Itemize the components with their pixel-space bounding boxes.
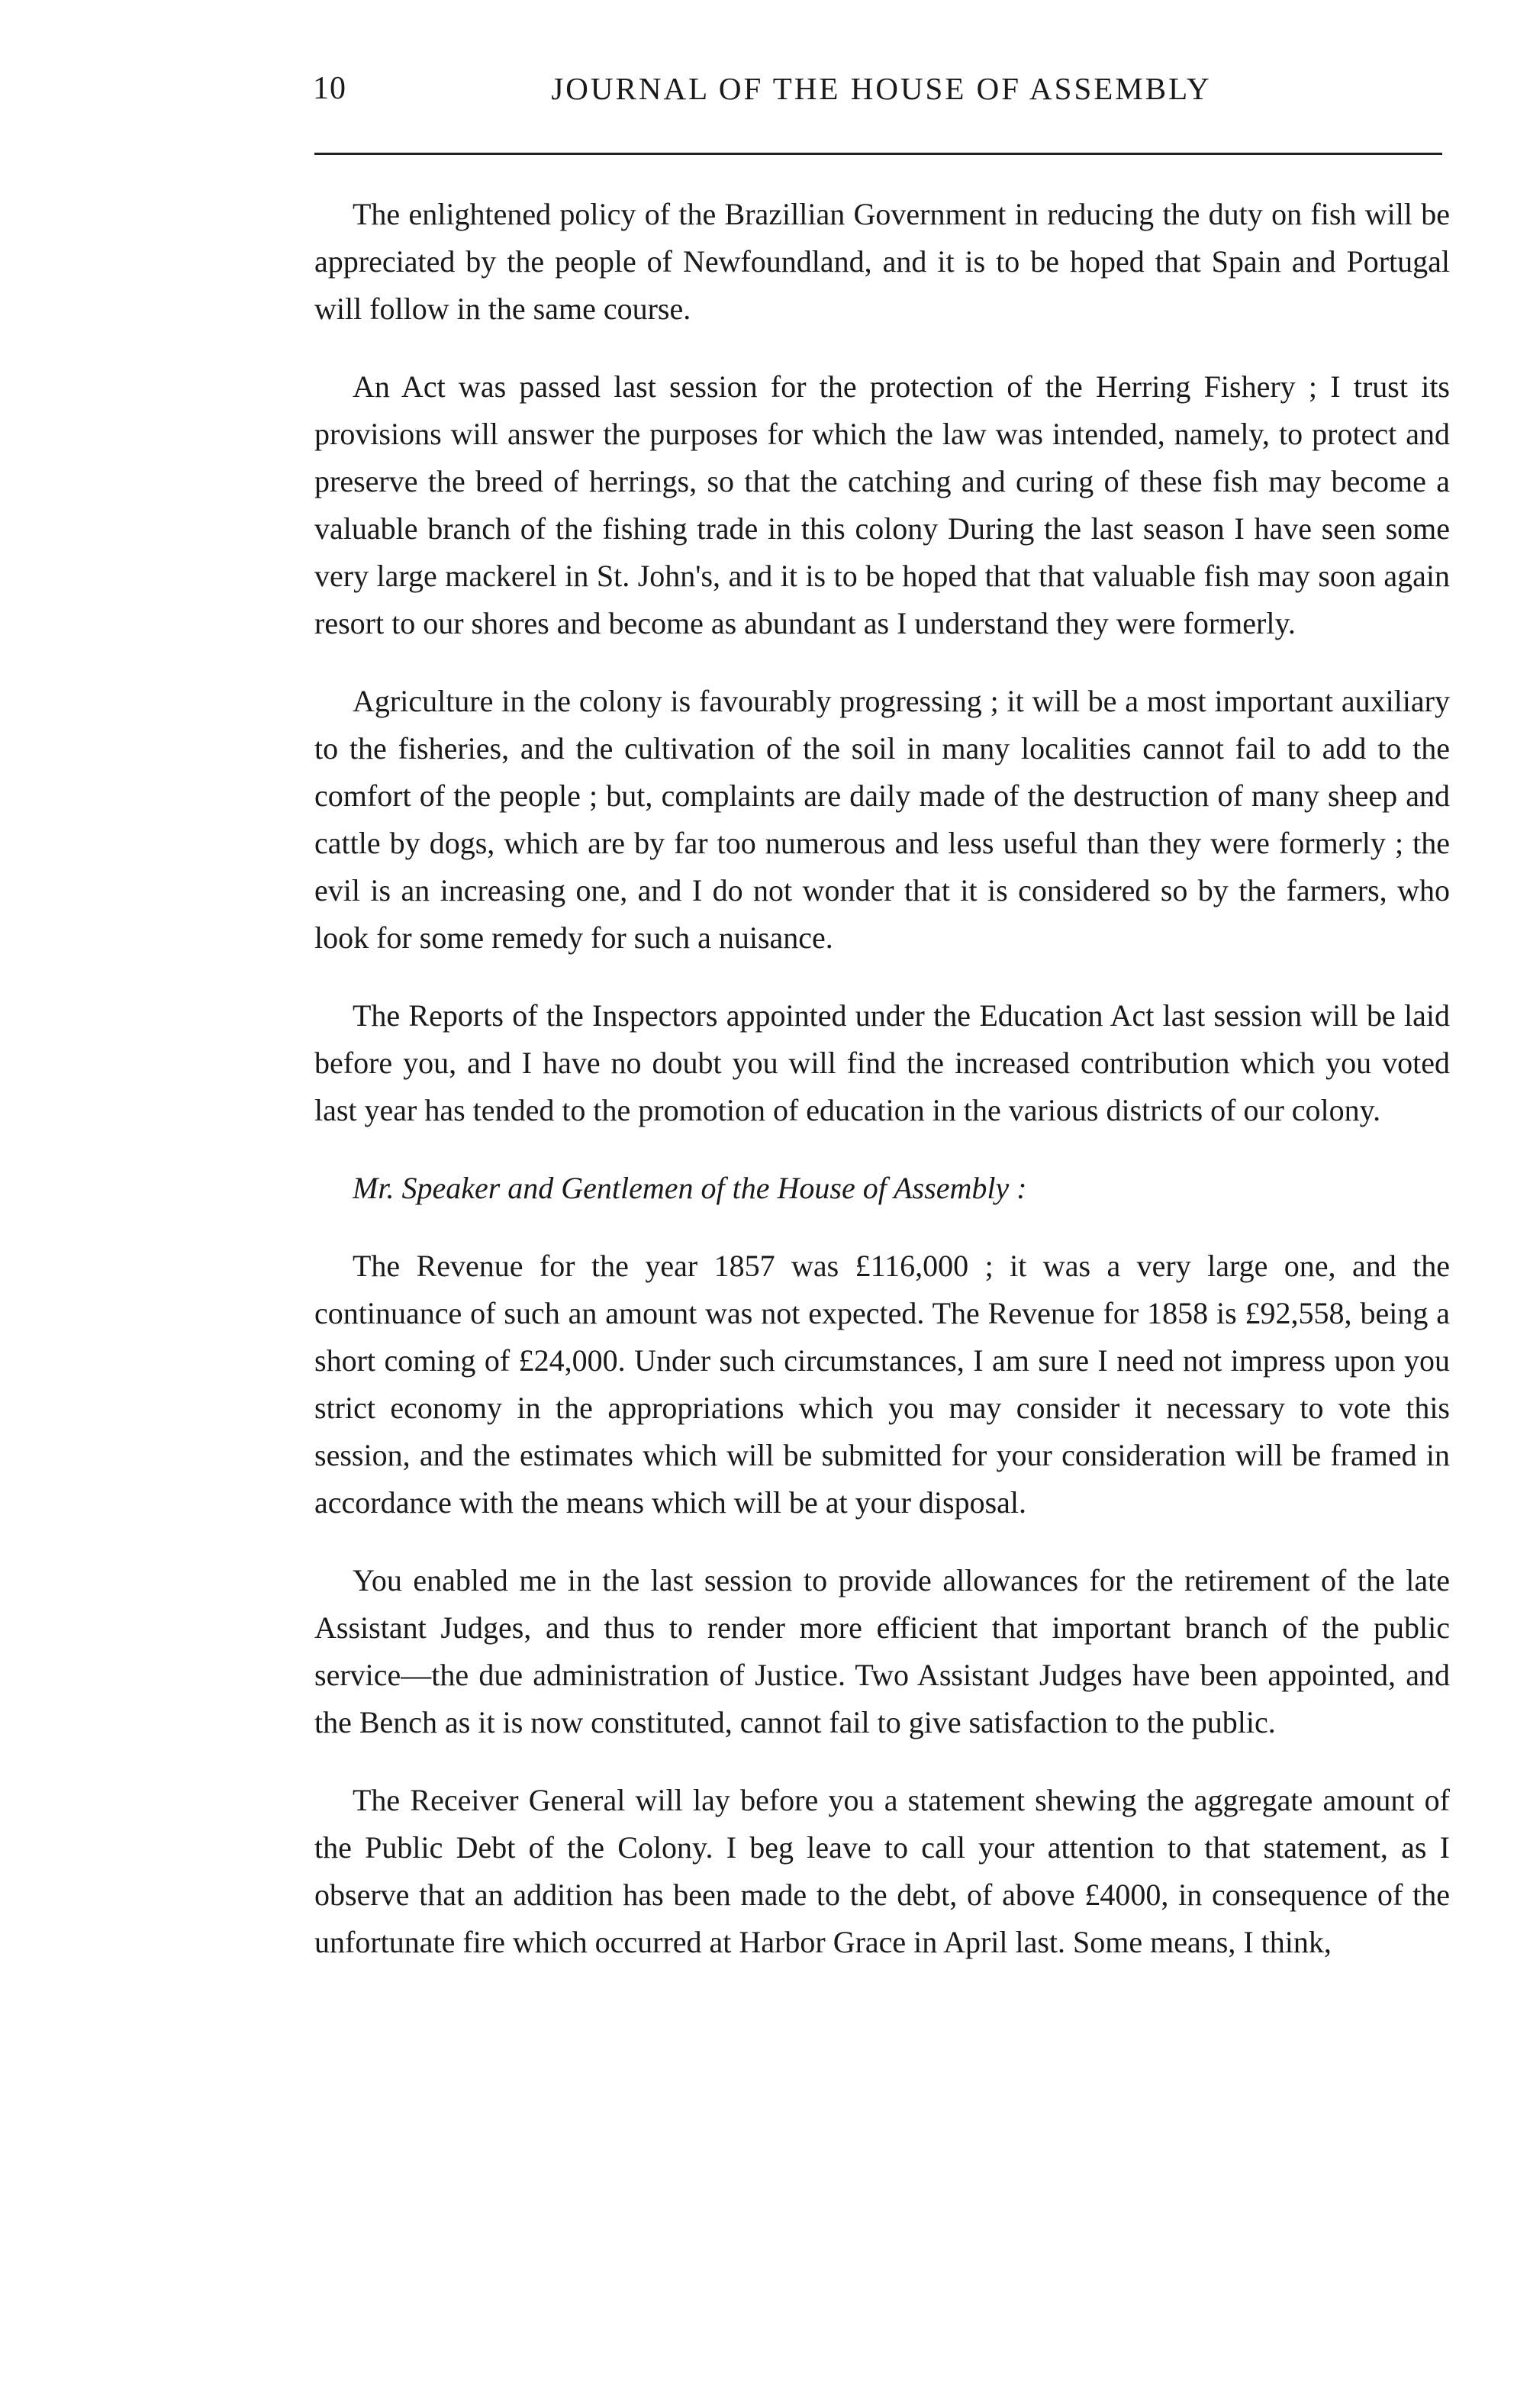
speech-body (314, 191, 1450, 1966)
paragraph-assistant-judges: You enabled me in the last session to provide allowances for the retirement of the late Assistant Judges, and thus to render more efficient that important branch of the public service—the due administration of Justice. Two Assistant Judges have been appointed, and the Bench as it is now constituted, cannot fail to give satisfaction to the public. (314, 1563, 1450, 1739)
page-number: 10 (313, 71, 346, 106)
paragraph-public-debt: The Receiver General will lay before you a statement shewing the aggregate amount of the Public Debt of the Colony. I beg leave to call your attention to that statement, as I observe that an addition has been made to the debt, of above £4000, in consequence of the unfortunate fire which occurred at Harbor Grace in April last. Some means, I think, (314, 1783, 1450, 1959)
running-head (313, 70, 1450, 116)
address-line: Mr. Speaker and Gentlemen of the House of Assembly : (353, 1171, 1027, 1205)
header-rule (314, 153, 1442, 155)
paragraph-revenue: The Revenue for the year 1857 was £116,000 ; it was a very large one, and the continuance of such an amount was not expected. The Revenue for 1858 is £92,558, being a short coming of £24,000. Under such circumstances, I am sure I need not impress upon you strict economy in the appropriations which you may consider it necessary to vote this session, and the estimates which will be submitted for your consideration will be framed in accordance with the means which will be at your disposal. (314, 1249, 1450, 1520)
paragraph-herring-fishery: An Act was passed last session for the protection of the Herring Fishery ; I trust its provisions will answer the purposes for which the law was intended, namely, to protect and preserve the breed of herrings, so that the catching and curing of these fish may become a valuable branch of the fishing trade in this colony During the last season I have seen some very large mackerel in St. John's, and it is to be hoped that that valuable fish may soon again resort to our shores and become as abundant as I understand they were formerly. (314, 369, 1450, 640)
paragraph-agriculture: Agriculture in the colony is favourably progressing ; it will be a most important auxiliary to the fisheries, and the cultivation of the soil in many localities cannot fail to add to the comfort of the people ; but, complaints are daily made of the destruction of many sheep and cattle by dogs, which are by far too numerous and less useful than they were formerly ; the evil is an increasing one, and I do not wonder that it is considered so by the farmers, who look for some remedy for such a nuisance. (314, 684, 1450, 955)
journal-title: JOURNAL OF THE HOUSE OF ASSEMBLY (551, 71, 1212, 106)
paragraph-brazilian-duty: The enlightened policy of the Brazillian Government in reducing the duty on fish will be appreciated by the people of Newfoundland, and it is to be hoped that Spain and Portugal will follow in the same course. (314, 197, 1450, 326)
paragraph-education: The Reports of the Inspectors appointed under the Education Act last session will be laid before you, and I have no doubt you will find the increased contribution which you voted last year has tended to the promotion of education in the various districts of our colony. (314, 998, 1450, 1127)
